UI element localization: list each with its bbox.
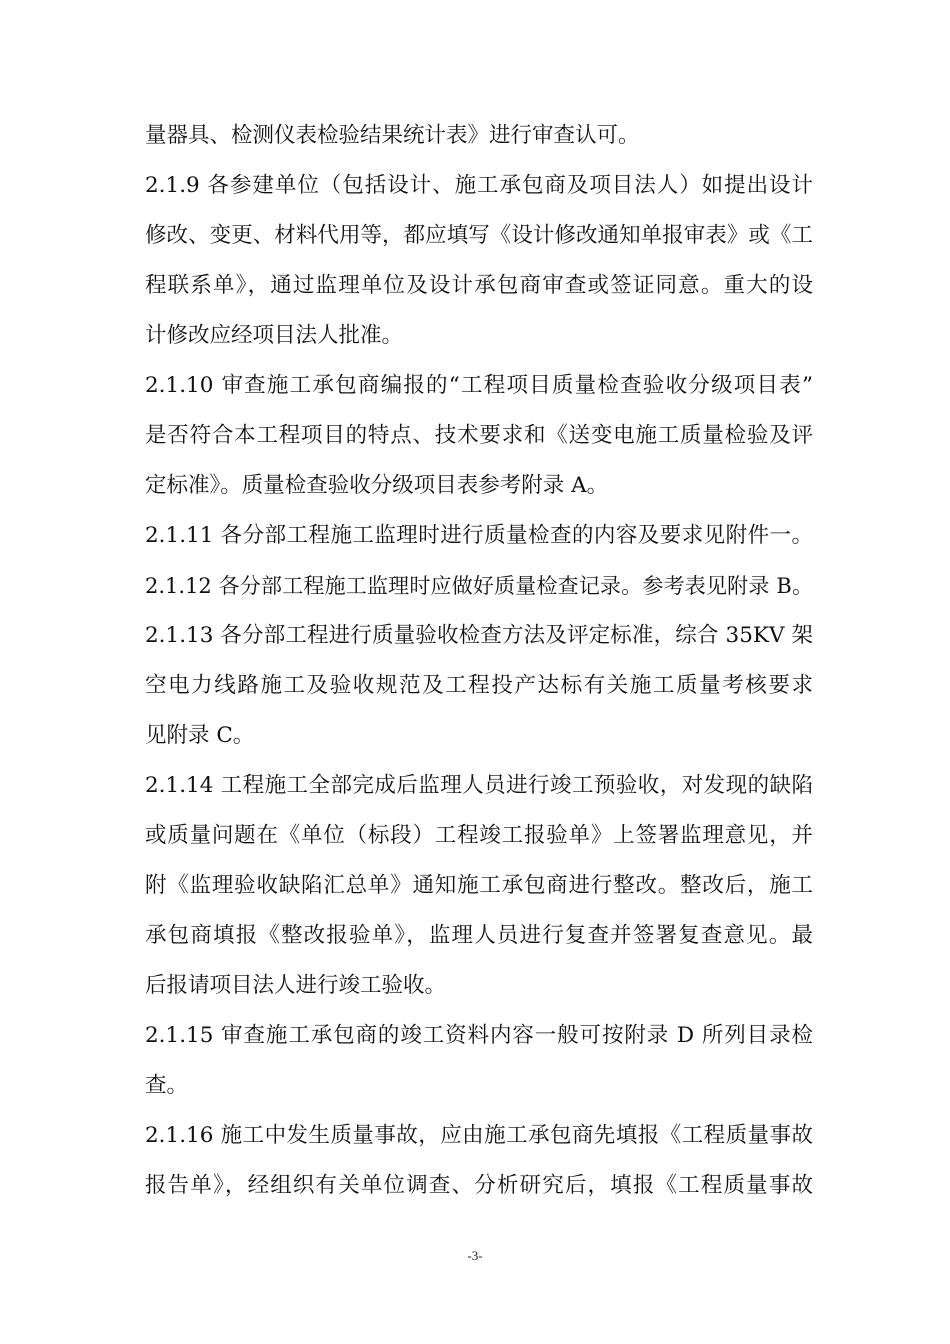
text-line: 2.1.11 各分部工程施工监理时进行质量检查的内容及要求见附件一。 [145, 523, 813, 548]
text-line: 量器具、检测仪表检验结果统计表》进行审查认可。 [145, 123, 640, 148]
text-line: 报告单》，经组织有关单位调查、分析研究后，填报《工程质量事故 [145, 1173, 813, 1198]
document-body [145, 111, 813, 1211]
text-line: 或质量问题在《单位（标段）工程竣工报验单》上签署监理意见，并 [145, 823, 813, 848]
text-line: 2.1.9 各参建单位（包括设计、施工承包商及项目法人）如提出设计 [145, 173, 813, 198]
page-number: -3- [467, 1248, 483, 1263]
text-line: 承包商填报《整改报验单》，监理人员进行复查并签署复查意见。最 [145, 923, 813, 948]
text-line: 修改、变更、材料代用等，都应填写《设计修改通知单报审表》或《工 [145, 223, 813, 248]
text-line: 2.1.10 审查施工承包商编报的“工程项目质量检查验收分级项目表” [145, 373, 813, 398]
text-line: 定标准》。质量检查验收分级项目表参考附录 A。 [145, 473, 609, 498]
text-line: 计修改应经项目法人批准。 [145, 323, 404, 348]
text-line: 程联系单》，通过监理单位及设计承包商审查或签证同意。重大的设 [145, 273, 813, 298]
text-line: 2.1.16 施工中发生质量事故，应由施工承包商先填报《工程质量事故 [145, 1123, 813, 1148]
text-line: 空电力线路施工及验收规范及工程投产达标有关施工质量考核要求 [145, 673, 813, 698]
text-line: 2.1.12 各分部工程施工监理时应做好质量检查记录。参考表见附录 B。 [145, 574, 813, 598]
text-line: 查。 [145, 1073, 189, 1098]
text-line: 是否符合本工程项目的特点、技术要求和《送变电施工质量检验及评 [145, 423, 813, 448]
text-line: 后报请项目法人进行竣工验收。 [145, 973, 447, 998]
text-line: 2.1.15 审查施工承包商的竣工资料内容一般可按附录 D 所列目录检 [145, 1023, 813, 1048]
text-line: 2.1.14 工程施工全部完成后监理人员进行竣工预验收，对发现的缺陷 [145, 773, 813, 798]
text-line: 2.1.13 各分部工程进行质量验收检查方法及评定标准，综合 35KV 架 [145, 623, 813, 648]
text-line: 附《监理验收缺陷汇总单》通知施工承包商进行整改。整改后，施工 [145, 873, 813, 898]
text-line: 见附录 C。 [145, 723, 255, 748]
